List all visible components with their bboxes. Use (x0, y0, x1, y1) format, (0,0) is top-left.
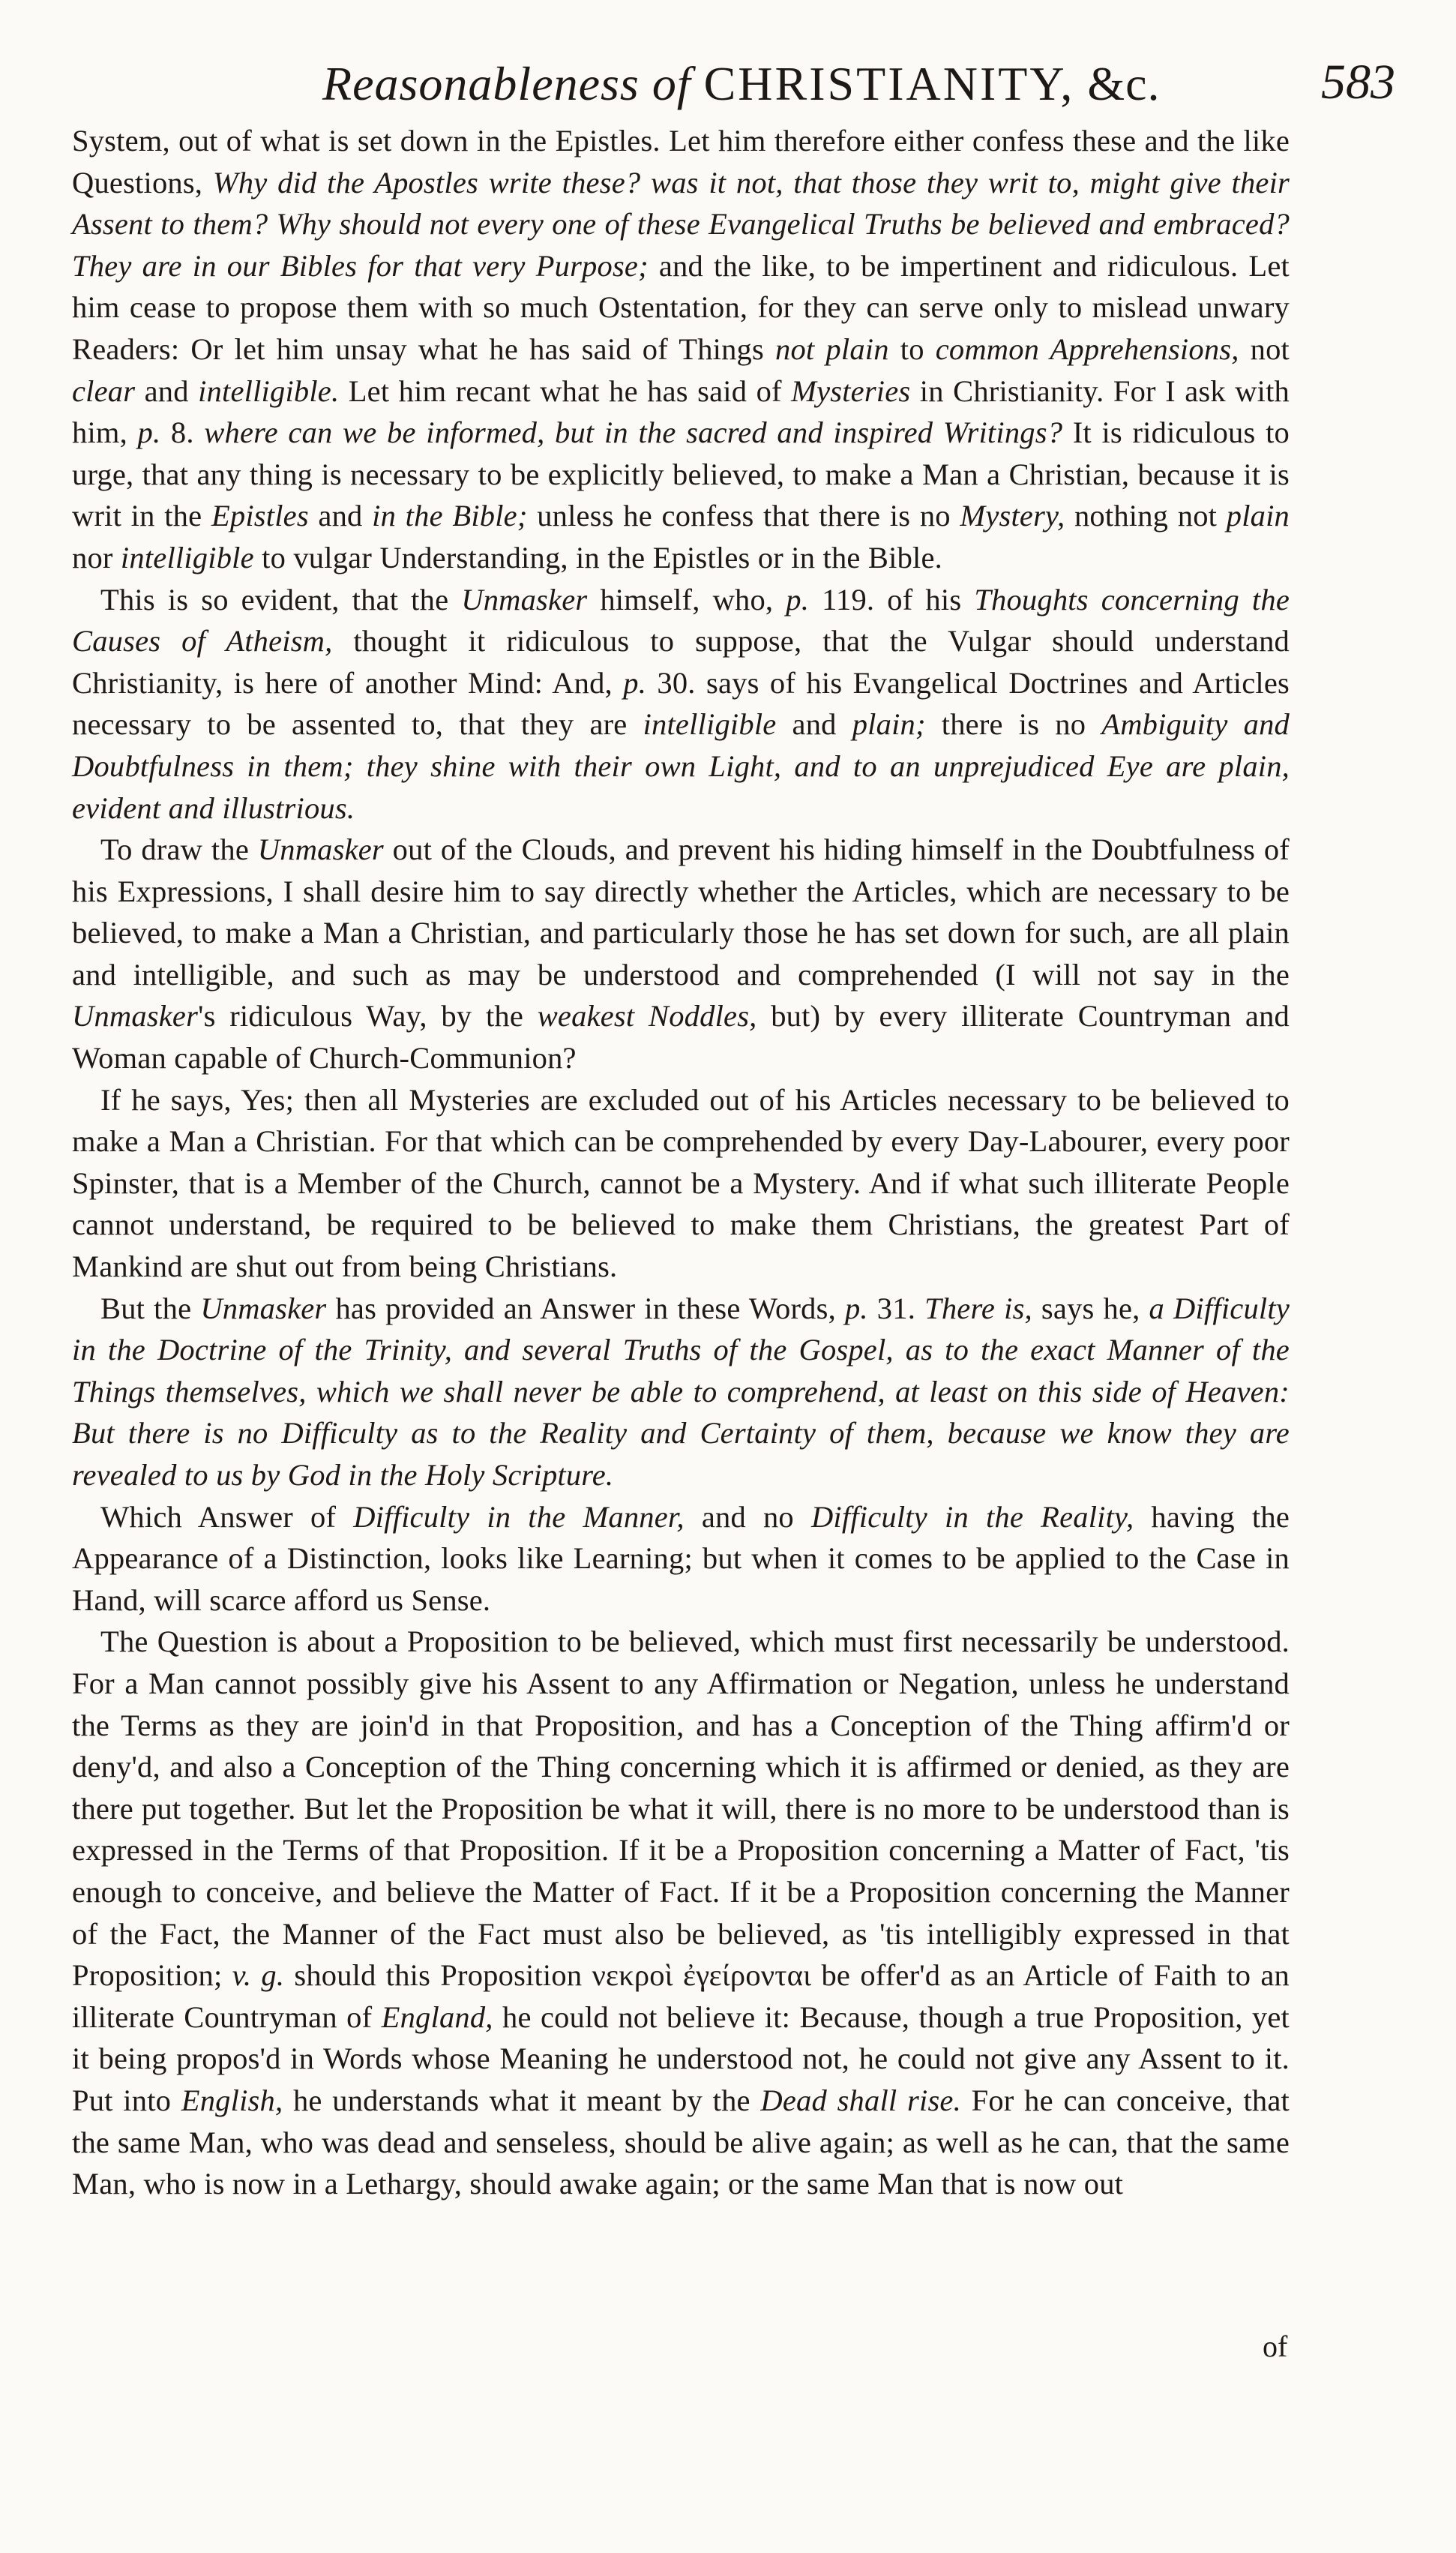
paragraph (72, 579, 1290, 830)
text-run: and no (684, 1499, 811, 1534)
italic-text-run: a Difficulty in the Doctrine of the Trinity, and several Truths of the Gospel, as to the exact Manner of the Things themselves, which we shall never be able to comprehend, at least on this side of Heaven: But there is no Difficulty as to the Reality and Certainty of them, because we know they are revealed to us by God in the Holy Scripture. (72, 1291, 1290, 1492)
text-run: thought it ridiculous to suppose, that the Vulgar should understand Christianity, is here of another Mind: And, (72, 624, 1290, 700)
italic-text-run: intelligible (643, 707, 777, 742)
text-run: 30. says of his Evangelical Doctrines and Articles necessary to be assented to, that they are (72, 665, 1290, 742)
text-run: to vulgar Understanding, in the Epistles or in the Bible. (253, 540, 942, 574)
text-run: he could not believe it: Because, though a true Proposition, yet it being propos'd in Words whose Meaning he understood not, he could not give any Assent to it. Put into (72, 2000, 1290, 2117)
text-run: 31. (867, 1291, 925, 1325)
running-head (0, 46, 1456, 122)
italic-text-run: where can we be informed, but in the sacred and inspired Writings? (204, 416, 1063, 450)
italic-text-run: common Apprehensions, (935, 332, 1239, 366)
text-run: 's ridiculous Way, by the (198, 999, 538, 1034)
italic-text-run: There is, (924, 1291, 1032, 1325)
text-run: nor (72, 540, 121, 574)
page-number: 583 (1321, 55, 1395, 110)
running-title-caps: CHRISTIANITY, (703, 57, 1075, 110)
text-run: has provided an Answer in these Words, (326, 1291, 845, 1325)
italic-text-run: v. g. (232, 1958, 285, 1993)
italic-text-run: England, (381, 2000, 493, 2034)
text-run: says he, (1032, 1291, 1149, 1325)
text-run: This is so evident, that the (100, 582, 462, 616)
paragraph (72, 1079, 1290, 1288)
italic-text-run: Mysteries (791, 374, 911, 408)
text-run: himself, who, (587, 582, 786, 616)
paragraph (72, 1621, 1290, 2204)
italic-text-run: in the Bible; (372, 499, 528, 533)
text-run: having the Appearance of a Distinction, looks like Learning; but when it comes to be applied to the Case in Hand, will scarce afford us Sense. (72, 1499, 1290, 1617)
italic-text-run: p. (623, 665, 647, 700)
text-run: If he says, Yes; then all Mysteries are excluded out of his Articles necessary to be believed to make a Man a Christian. For that which can be comprehended by every Day-Labourer, every poor Spinster, that is a Member of the Church, cannot be a Mystery. And if what such illiterate People cannot understand, be required to be believed to make them Christians, the greatest Part of Mankind are shut out from being Christians. (72, 1082, 1290, 1284)
text-run: he understands what it meant by the (283, 2083, 761, 2117)
text-run: For he can conceive, that the same Man, who was dead and senseless, should be alive again; as well as he can, that the same Man, who is now in a Lethargy, should awake again; or the same Man that is now out (72, 2083, 1290, 2201)
text-run: The Question is about a Proposition to be believed, which must first necessarily be understood. For a Man cannot possibly give his Assent to any Affirmation or Negation, unless he understand the Terms as they are join'd in that Proposition, and has a Conception of the Thing affirm'd or deny'd, and also a Conception of the Thing concerning which it is affirmed or denied, as they are there put together. But let the Proposition be what it will, there is no more to be understood than is expressed in the Terms of that Proposition. If it be a Proposition concerning a Matter of Fact, 'tis enough to conceive, and believe the Matter of Fact. If it be a Proposition concerning the Manner of the Fact, the Manner of the Fact must also be believed, as 'tis intelligibly expressed in that Proposition; (72, 1624, 1290, 1993)
paragraph (72, 829, 1290, 1079)
italic-text-run: p. (786, 582, 810, 616)
text-run: Which Answer of (100, 1499, 354, 1534)
italic-text-run: Unmasker (461, 582, 588, 616)
running-title-etc: &c. (1087, 57, 1161, 110)
text-run: and (776, 707, 852, 742)
text-run: out of the Clouds, and prevent his hiding himself in the Doubtfulness of his Expressions, I shall desire him to say directly whether the Articles, which are necessary to be believed, to make a Man a Christian, and particularly those he has set down for such, are all plain and intelligible, and such as may be understood and comprehended (I will not say in the (72, 832, 1290, 992)
italic-text-run: Unmasker (200, 1291, 327, 1325)
running-title (322, 54, 1161, 114)
italic-text-run: Mystery, (960, 499, 1065, 533)
paragraph (72, 120, 1290, 579)
italic-text-run: clear (72, 374, 136, 408)
italic-text-run: Difficulty in the Reality, (810, 1499, 1134, 1534)
text-run: unless he confess that there is no (527, 499, 960, 533)
paragraph (72, 1288, 1290, 1496)
text-run: 119. of his (809, 582, 975, 616)
paragraph (72, 1496, 1290, 1622)
italic-text-run: Unmasker (72, 999, 199, 1034)
italic-text-run: intelligible (120, 540, 254, 574)
text-run: nothing not (1065, 499, 1227, 533)
italic-text-run: p. (137, 416, 161, 450)
text-run: should this Proposition νεκροὶ ἐγείρονται be offer'd as an Article of Faith to an illiterate Countryman of (72, 1958, 1290, 2034)
italic-text-run: Ambiguity and Doubtfulness in them; they shine with their own Light, and to an unprejudiced Eye are plain, evident and illustrious. (72, 707, 1290, 825)
italic-text-run: intelligible. (198, 374, 340, 408)
text-run: 8. (160, 416, 205, 450)
italic-text-run: Dead shall rise. (760, 2083, 961, 2117)
italic-text-run: Why did the Apostles write these? was it not, that those they writ to, might give their Assent to them? Why should not every one of these Evangelical Truths be believed and embraced? They are in our Bibles for that very Purpose; (72, 165, 1290, 283)
text-run: but) by every illiterate Countryman and Woman capable of Church-Communion? (72, 999, 1290, 1076)
text-run: But the (100, 1291, 201, 1325)
text-run: in Christianity. For I ask with him, (72, 374, 1290, 450)
text-run: Let him recant what he has said of (339, 374, 792, 408)
text-run: and (308, 499, 373, 533)
text-body (72, 120, 1290, 2205)
italic-text-run: English, (181, 2083, 283, 2117)
italic-text-run: not plain (775, 332, 889, 366)
italic-text-run: Thoughts concerning the Causes of Atheism, (72, 582, 1290, 658)
text-run: and the like, to be impertinent and ridiculous. Let him cease to propose them with so much Ostentation, for they can serve only to mislead unwary Readers: Or let him unsay what he has said of Things (72, 248, 1290, 366)
text-run: System, out of what is set down in the Epistles. Let him therefore either confess these and the like Questions, (72, 124, 1290, 200)
italic-text-run: Epistles (211, 499, 309, 533)
italic-text-run: Difficulty in the Manner, (353, 1499, 685, 1534)
text-run: and (135, 374, 199, 408)
catchword: of (1263, 2330, 1288, 2363)
italic-text-run: plain (1226, 499, 1290, 533)
italic-text-run: p. (844, 1291, 868, 1325)
text-run: to (888, 332, 936, 366)
text-run: It is ridiculous to urge, that any thing is necessary to be explicitly believed, to make a Man a Christian, because it is writ in the (72, 416, 1290, 533)
text-run: To draw the (100, 832, 258, 867)
italic-text-run: weakest Noddles, (537, 999, 757, 1034)
italic-text-run: plain; (852, 707, 926, 742)
text-run: not (1239, 332, 1290, 366)
running-title-italic: Reasonableness of (322, 57, 691, 110)
text-run: there is no (925, 707, 1102, 742)
italic-text-run: Unmasker (257, 832, 384, 867)
